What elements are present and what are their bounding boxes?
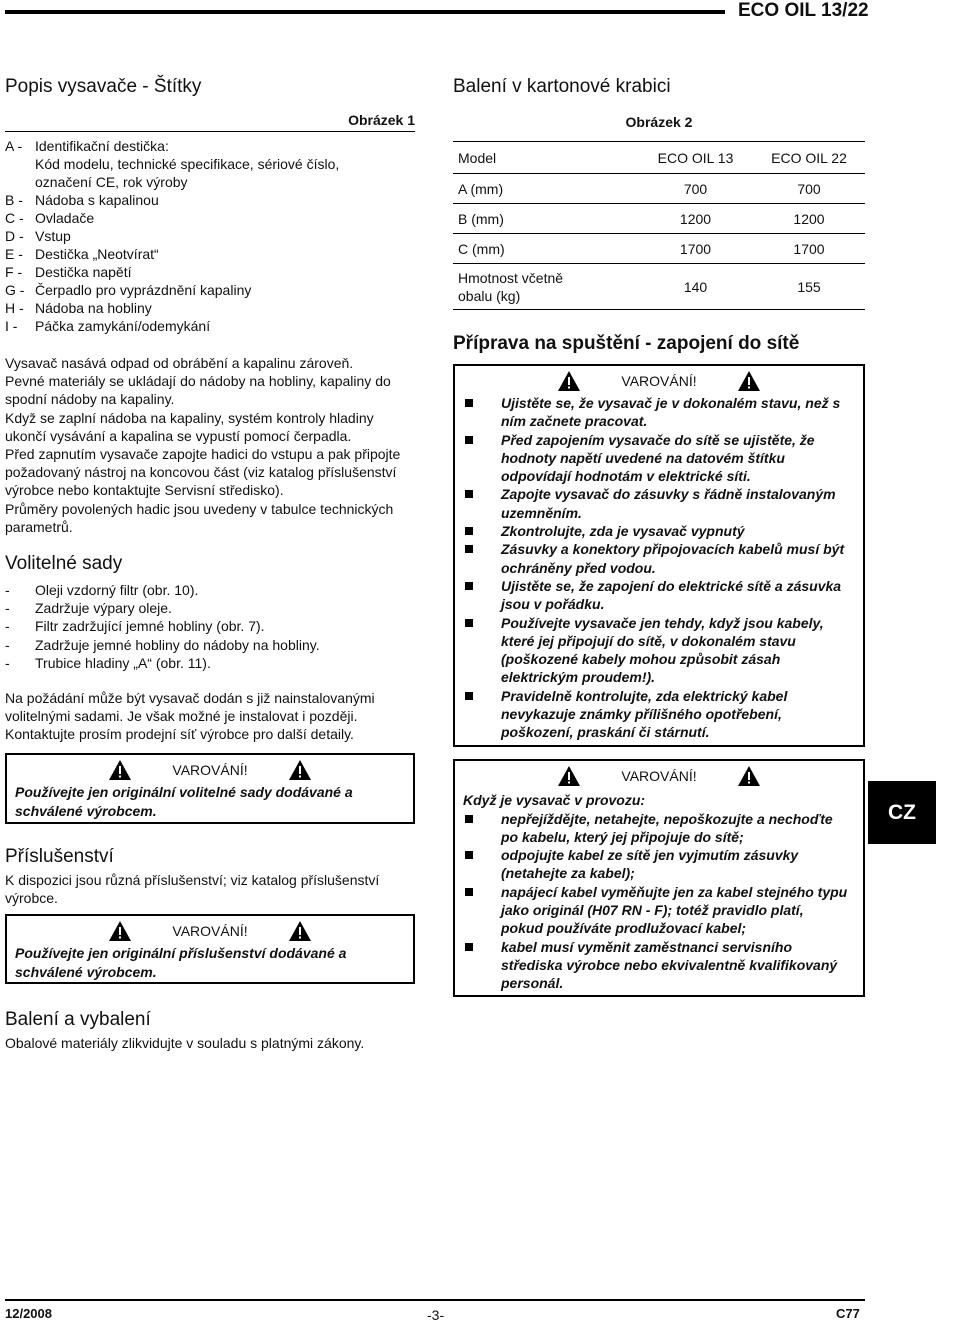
warning-list-text: Zásuvky a konektory připojovacích kabelů musí být ochráněny před vodou. <box>501 541 845 576</box>
legend-key: C - <box>5 210 24 226</box>
optional-kit-item <box>5 599 415 617</box>
warning-list-text: napájecí kabel vyměňujte jen za kabel stejného typu jako originál (H07 RN - F); totéž pravidlo platí, pokud používáte prodlužovací kabel; <box>501 883 848 937</box>
legend-key: A - <box>5 138 23 154</box>
table-cell: 1200 <box>638 204 753 234</box>
warning-title: VAROVÁNÍ! <box>172 762 248 778</box>
legend-text: Páčka zamykání/odemykání <box>35 318 211 334</box>
warning-header <box>463 370 855 392</box>
square-bullet-icon <box>465 619 473 627</box>
warning-triangle-icon <box>737 765 761 787</box>
optional-kit-item <box>5 654 415 672</box>
legend-key: G - <box>5 282 25 298</box>
legend-text: Nádoba s kapalinou <box>35 192 159 208</box>
warning-triangle-icon <box>557 765 581 787</box>
warning-title: VAROVÁNÍ! <box>621 373 697 389</box>
legend-text: Kód modelu, technické specifikace, sériové číslo, <box>35 156 340 172</box>
warning-list-item <box>463 394 849 431</box>
figure-1-label: Obrázek 1 <box>348 112 415 128</box>
optional-kit-text: Oleji vzdorný filtr (obr. 10). <box>35 582 199 598</box>
square-bullet-icon <box>465 815 473 823</box>
list-dash: - <box>5 618 10 635</box>
square-bullet-icon <box>465 399 473 407</box>
optional-kit-item <box>5 581 415 599</box>
warning-box-kits <box>5 753 415 824</box>
legend-item <box>5 137 415 155</box>
square-bullet-icon <box>465 888 473 896</box>
optional-kit-text: Zadržuje výpary oleje. <box>35 600 172 617</box>
warning-text: Používejte jen originální volitelné sady dodávané a schválené výrobcem. <box>15 784 353 819</box>
table-cell: 1700 <box>638 234 753 264</box>
figure-2-label: Obrázek 2 <box>625 114 693 130</box>
legend-text: Identifikační destička: <box>35 138 169 154</box>
table-cell: C (mm) <box>453 234 638 264</box>
operation-warning-list <box>463 810 855 993</box>
section-title-power-connection: Příprava na spuštění - zapojení do sítě <box>453 333 800 354</box>
warning-box-connection <box>453 364 865 747</box>
table-cell: 1200 <box>753 204 865 234</box>
description-paragraph: Před zapnutím vysavače zapojte hadici do vstupu a pak připojte požadovaný nástroj na koncovou část (viz katalog příslušenství výrobce nebo kontaktujte Servisní středisko). <box>5 446 401 499</box>
legend-text: Destička „Neotvírat“ <box>35 246 159 262</box>
warning-list-item <box>463 522 849 540</box>
packaging-dimensions-table <box>453 141 865 310</box>
legend-key <box>5 155 35 173</box>
square-bullet-icon <box>465 527 473 535</box>
warning-triangle-icon <box>108 920 132 942</box>
description-paragraph: Vysavač nasává odpad od obrábění a kapalinu zároveň. <box>5 355 354 371</box>
table-cell: Hmotnost včetně obalu (kg) <box>453 264 638 310</box>
legend-key: D - <box>5 228 24 244</box>
table-header-cell: ECO OIL 13 <box>638 142 753 174</box>
optional-kits-note: Na požádání může být vysavač dodán s již nainstalovanými volitelnými sadami. Je však možné je instalovat i později. Kontaktujte prosím prodejní síť výrobce pro další detaily. <box>5 690 375 743</box>
legend-text: označení CE, rok výroby <box>35 174 188 190</box>
square-bullet-icon <box>465 490 473 498</box>
figure-1-caption <box>5 111 415 132</box>
table-header-cell: Model <box>453 142 638 174</box>
legend-item <box>5 155 415 173</box>
warning-header <box>15 920 405 942</box>
warning-list-item <box>463 938 849 993</box>
square-bullet-icon <box>465 851 473 859</box>
warning-list-text: odpojujte kabel ze sítě jen vyjmutím zásuvky (netahejte za kabel); <box>501 847 799 882</box>
footer-code: C77 <box>836 1306 860 1321</box>
table-row <box>453 234 865 264</box>
legend-key: B - <box>5 192 23 208</box>
label-legend <box>5 137 415 335</box>
warning-list-text: Před zapojením vysavače do sítě se ujistěte, že hodnoty napětí uvedené na datovém štítku odpovídají hodnotám v elektrické síti. <box>501 431 815 485</box>
optional-kits-list <box>5 581 415 672</box>
table-cell: A (mm) <box>453 174 638 204</box>
table-cell: 155 <box>753 264 865 310</box>
legend-text: Čerpadlo pro vyprázdnění kapaliny <box>35 282 252 298</box>
legend-item <box>5 263 415 281</box>
warning-list-item <box>463 883 849 938</box>
square-bullet-icon <box>465 545 473 553</box>
legend-text: Ovladače <box>35 210 95 226</box>
optional-kit-text: Filtr zadržující jemné hobliny (obr. 7). <box>35 618 265 635</box>
warning-list-item <box>463 577 849 614</box>
warning-list-text: kabel musí vyměnit zaměstnanci servisního střediska výrobce nebo ekvivalentně kvalifikovaný personál. <box>501 938 838 992</box>
warning-triangle-icon <box>288 920 312 942</box>
warning-list-item <box>463 431 849 486</box>
page-number: -3- <box>427 1307 445 1323</box>
table-header-row <box>453 142 865 174</box>
warning-title: VAROVÁNÍ! <box>172 923 248 939</box>
legend-item <box>5 317 415 335</box>
warning-text: Používejte jen originální příslušenství dodávané a schválené výrobcem. <box>15 945 347 980</box>
warning-box-operation <box>453 759 865 997</box>
list-dash: - <box>5 636 10 653</box>
table-cell: 1700 <box>753 234 865 264</box>
optional-kit-item <box>5 617 415 635</box>
warning-list-item <box>463 485 849 522</box>
accessories-text: K dispozici jsou různá příslušenství; viz katalog příslušenství výrobce. <box>5 872 380 907</box>
footer-rule <box>5 1299 865 1301</box>
warning-triangle-icon <box>108 759 132 781</box>
optional-kit-item <box>5 636 415 654</box>
optional-kit-text: Trubice hladiny „A“ (obr. 11). <box>35 654 211 671</box>
section-title-description: Popis vysavače - Štítky <box>5 76 202 97</box>
table-cell: B (mm) <box>453 204 638 234</box>
warning-title: VAROVÁNÍ! <box>621 768 697 784</box>
warning-box-accessories <box>5 914 415 984</box>
document-title: ECO OIL 13/22 <box>738 0 869 21</box>
legend-item <box>5 227 415 245</box>
packing-text: Obalové materiály zlikvidujte v souladu s platnými zákony. <box>5 1035 365 1051</box>
legend-item <box>5 191 415 209</box>
description-paragraph: Pevné materiály se ukládají do nádoby na hobliny, kapaliny do spodní nádoby na kapaliny. <box>5 373 391 408</box>
optional-kit-text: Zadržuje jemné hobliny do nádoby na hobliny. <box>35 636 320 653</box>
list-dash: - <box>5 582 10 598</box>
legend-key: H - <box>5 300 24 316</box>
legend-key: I - <box>5 318 18 334</box>
legend-text: Vstup <box>35 228 71 244</box>
legend-item <box>5 209 415 227</box>
table-header-cell: ECO OIL 22 <box>753 142 865 174</box>
table-cell: 140 <box>638 264 753 310</box>
header-rule <box>5 10 725 14</box>
table-row <box>453 264 865 310</box>
square-bullet-icon <box>465 943 473 951</box>
warning-list-text: Zkontrolujte, zda je vysavač vypnutý <box>501 523 745 540</box>
legend-text: Nádoba na hobliny <box>35 300 152 316</box>
operation-warning-intro: Když je vysavač v provozu: <box>463 792 646 808</box>
warning-list-text: Ujistěte se, že zapojení do elektrické sítě a zásuvka jsou v pořádku. <box>501 577 842 613</box>
warning-triangle-icon <box>557 370 581 392</box>
table-row <box>453 174 865 204</box>
warning-header <box>463 765 855 787</box>
language-tab: CZ <box>868 781 936 844</box>
warning-header <box>15 759 405 781</box>
figure-1-rule <box>5 131 415 132</box>
warning-list-text: Ujistěte se, že vysavač je v dokonalém stavu, než s ním začnete pracovat. <box>501 395 841 430</box>
description-paragraph: Když se zaplní nádoba na kapaliny, systém kontroly hladiny ukončí vysávání a kapalina se vypustí pomocí čerpadla. <box>5 409 374 444</box>
section-title-packing: Balení a vybalení <box>5 1009 151 1030</box>
warning-list-item <box>463 846 849 883</box>
description-paragraph: Průměry povolených hadic jsou uvedeny v tabulce technických parametrů. <box>5 500 394 535</box>
warning-list-text: Používejte vysavače jen tehdy, když jsou kabely, které jej připojují do sítě, v dokonalém stavu (poškozené kabely mohou způsobit zásah elektrickým proudem!). <box>501 614 824 686</box>
warning-list-text: Pravidelně kontrolujte, zda elektrický kabel nevykazuje známky přílišného opotřebení, poškození, praskání či stárnutí. <box>501 687 788 741</box>
legend-item <box>5 299 415 317</box>
footer-date: 12/2008 <box>5 1306 52 1321</box>
legend-item <box>5 173 415 191</box>
warning-triangle-icon <box>288 759 312 781</box>
legend-key: F - <box>5 264 23 280</box>
list-dash: - <box>5 600 10 617</box>
section-title-optional-kits: Volitelné sady <box>5 553 123 574</box>
table-row <box>453 204 865 234</box>
legend-key: E - <box>5 246 23 262</box>
square-bullet-icon <box>465 692 473 700</box>
legend-key <box>5 173 35 191</box>
warning-list-text: Zapojte vysavač do zásuvky s řádně instalovaným uzemněním. <box>501 486 836 521</box>
warning-list-item <box>463 810 849 847</box>
section-title-accessories: Příslušenství <box>5 846 114 867</box>
square-bullet-icon <box>465 436 473 444</box>
table-cell: 700 <box>638 174 753 204</box>
warning-list-text: nepřejíždějte, netahejte, nepoškozujte a nechoďte po kabelu, který jej připojuje do sítě; <box>501 810 833 845</box>
warning-triangle-icon <box>737 370 761 392</box>
legend-item <box>5 245 415 263</box>
legend-item <box>5 281 415 299</box>
warning-list-item <box>463 540 849 577</box>
square-bullet-icon <box>465 582 473 590</box>
list-dash: - <box>5 654 10 671</box>
description-text <box>5 354 413 536</box>
table-cell: 700 <box>753 174 865 204</box>
warning-list-item <box>463 614 849 687</box>
warning-list-item <box>463 687 849 742</box>
section-title-cardboard-box: Balení v kartonové krabici <box>453 76 671 97</box>
legend-text: Destička napětí <box>35 264 132 280</box>
connection-warning-list <box>463 394 855 742</box>
